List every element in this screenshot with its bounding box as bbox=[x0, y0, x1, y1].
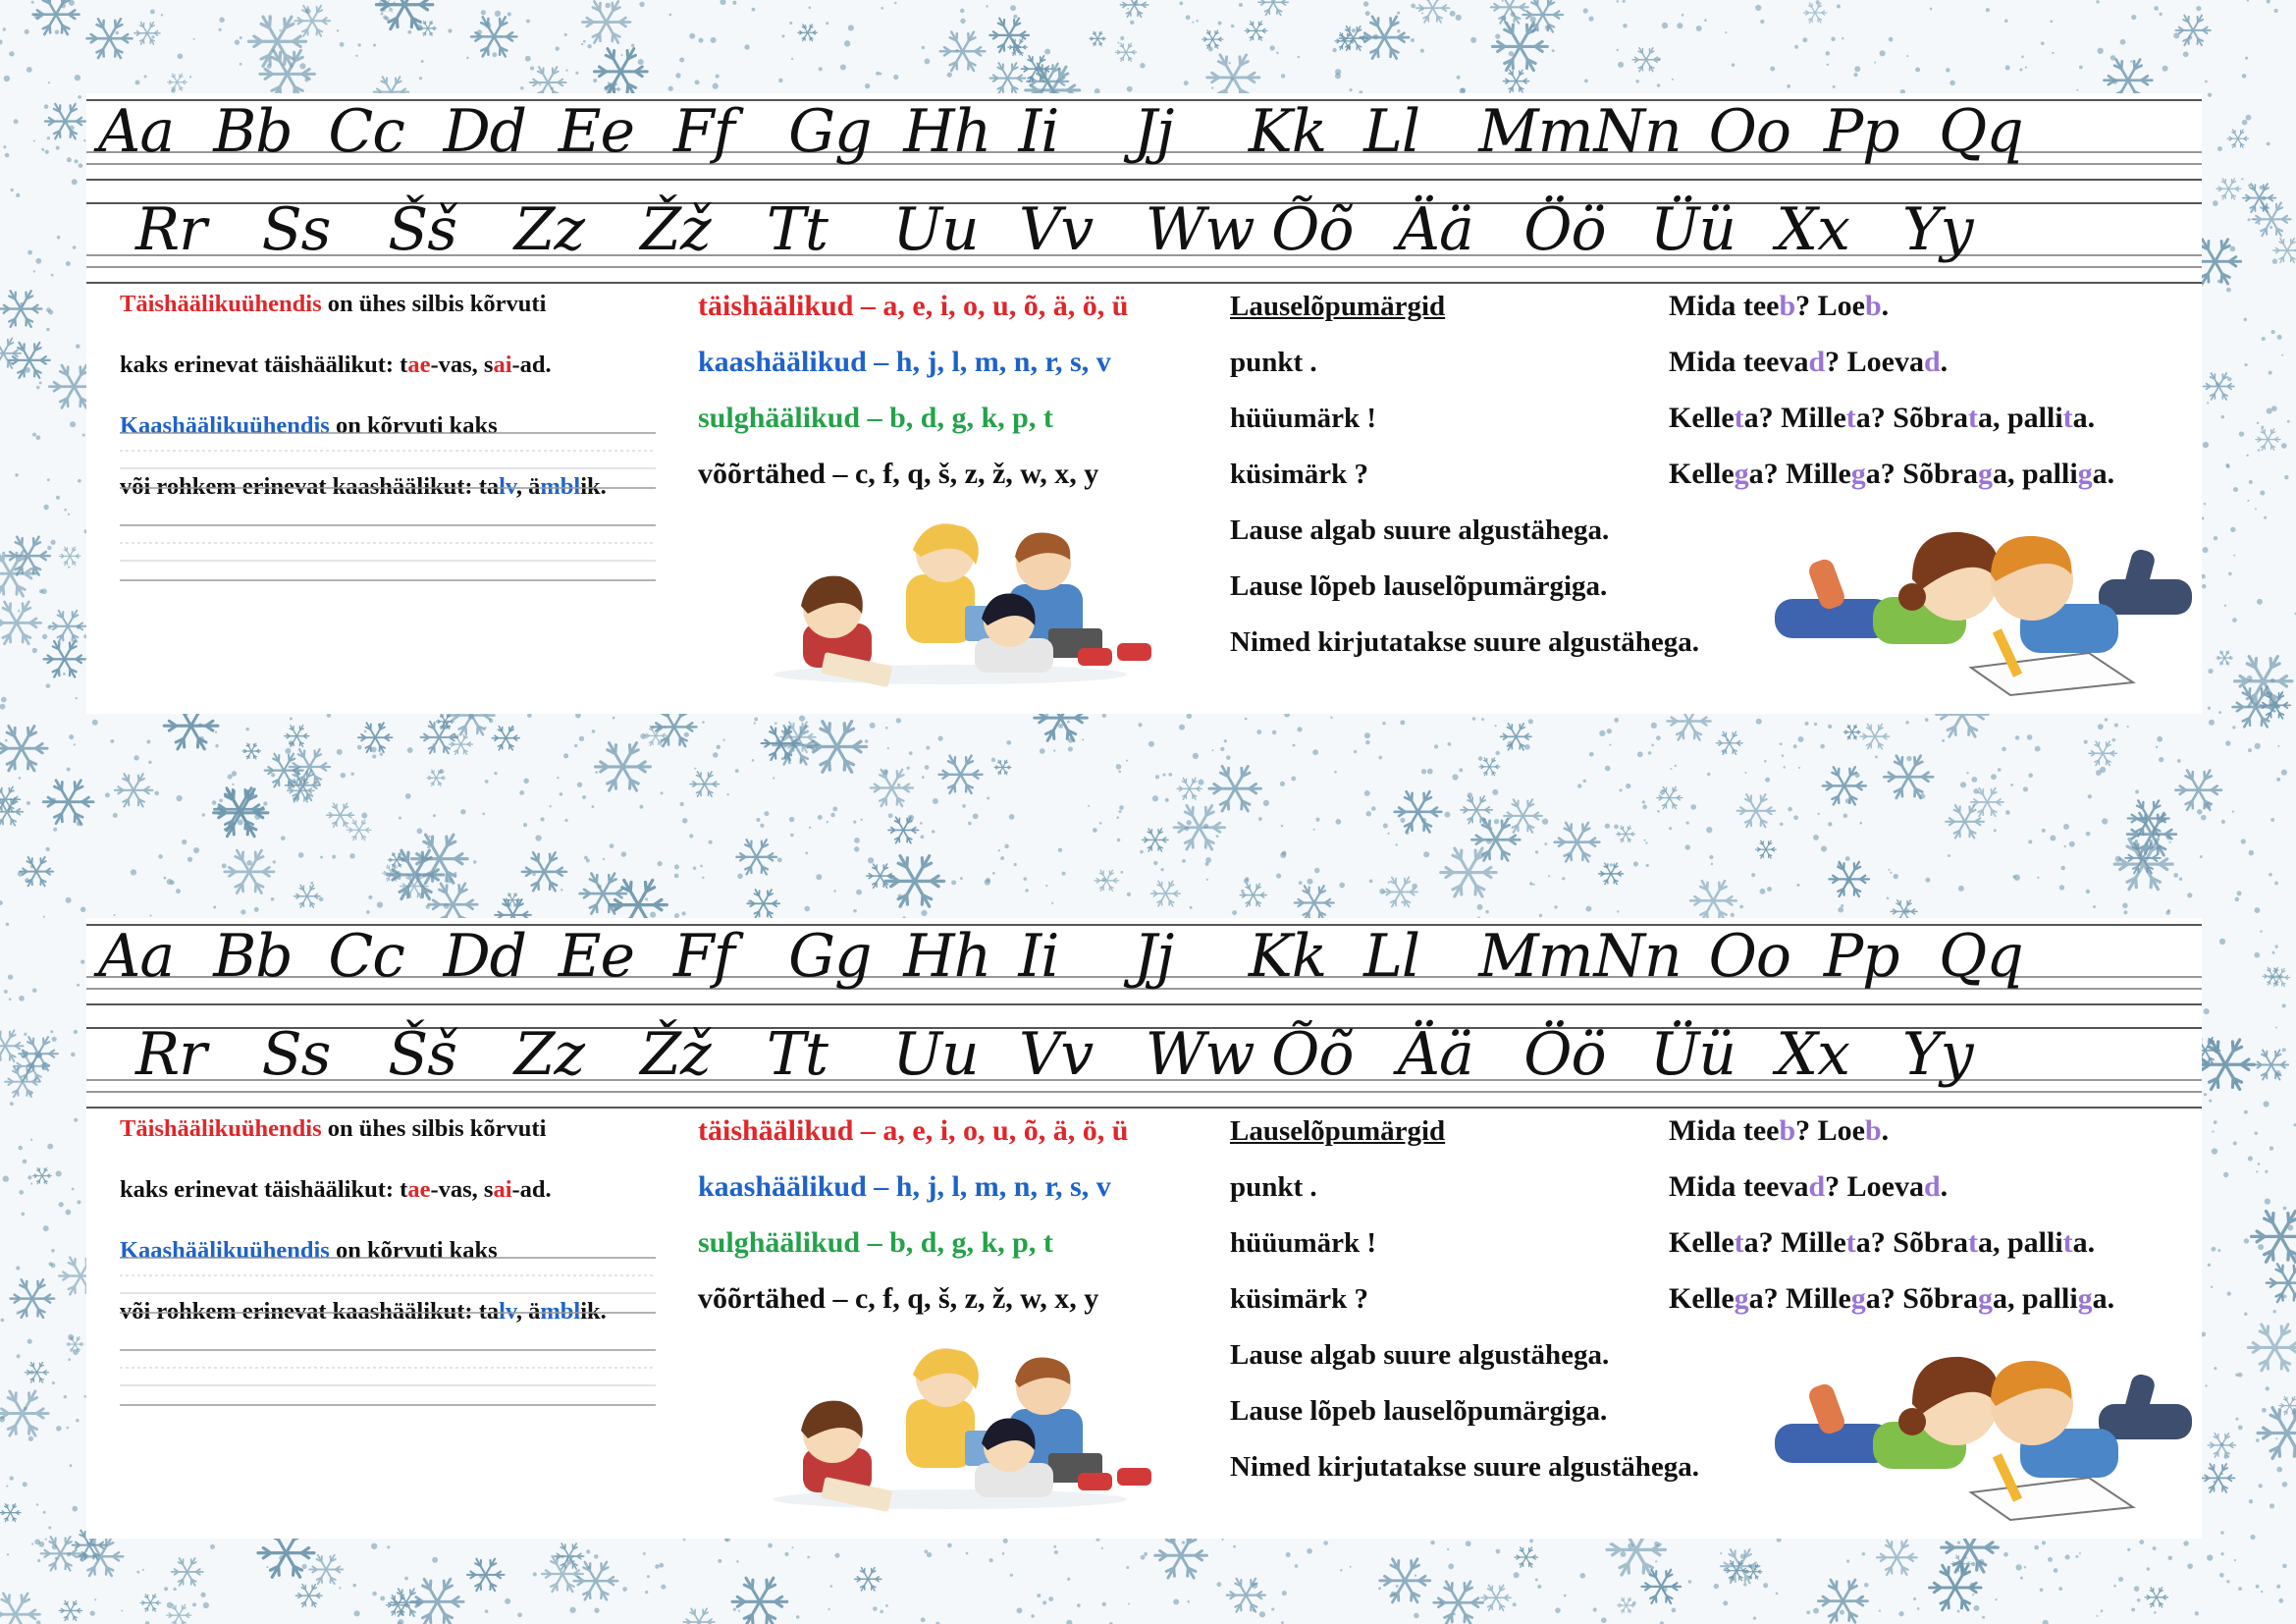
snowflake-icon bbox=[2263, 967, 2282, 985]
snowflake-icon bbox=[43, 781, 93, 824]
snowflake-icon bbox=[1258, 0, 1288, 15]
snowflake-icon bbox=[0, 726, 47, 770]
snowflake-icon bbox=[1884, 756, 1933, 798]
snowflake-icon bbox=[295, 1585, 322, 1607]
snowflake-icon bbox=[1860, 724, 1889, 748]
snowflake-icon bbox=[1503, 70, 1528, 92]
cursive-letter-pair: Tt bbox=[766, 1020, 828, 1089]
snowflake-icon bbox=[1504, 799, 1542, 832]
snowflake-icon bbox=[1617, 826, 1635, 841]
ending-line-4: Kellega? Millega? Sõbraga, palliga. bbox=[1669, 458, 2115, 490]
cursive-letter-pair: Ss bbox=[261, 195, 331, 264]
snowflake-icon bbox=[888, 817, 919, 842]
snowflake-icon bbox=[0, 1391, 48, 1435]
snowflake-icon bbox=[411, 1579, 463, 1624]
cluster-term: Kaashäälikuühendis bbox=[120, 1237, 330, 1264]
cursive-letter-pair: Šš bbox=[388, 195, 457, 264]
cluster-definition: Kaashäälikuühendis on kõrvuti kaks bbox=[120, 1237, 498, 1264]
cursive-letter-pair: Bb bbox=[213, 922, 293, 991]
punctuation-heading: Lauselõpumärgid bbox=[1230, 1115, 1446, 1147]
snowflake-icon bbox=[1690, 881, 1736, 920]
snowflake-icon bbox=[492, 727, 519, 750]
cluster-examples: või rohkem erinevat kaashäälikut: talv, ämblik. bbox=[120, 1298, 607, 1325]
cursive-letter-pair: Qq bbox=[1939, 97, 2023, 166]
snowflake-icon bbox=[290, 749, 330, 785]
snowflake-icon bbox=[115, 774, 152, 806]
letter-groups-section bbox=[698, 1114, 1297, 1338]
snowflake-icon bbox=[2089, 741, 2116, 766]
snowflake-icon bbox=[1095, 870, 1119, 891]
snowflake-icon bbox=[1461, 796, 1492, 824]
snowflake-icon bbox=[421, 722, 458, 754]
vowels-line: täishäälikud – a, e, i, o, u, õ, ä, ö, ü bbox=[698, 290, 1129, 322]
snowflake-icon bbox=[2202, 1464, 2234, 1492]
cursive-letter-pair: Šš bbox=[388, 1020, 457, 1089]
cursive-letter-pair: Nn bbox=[1593, 922, 1682, 991]
snowflake-icon bbox=[1818, 1580, 1867, 1622]
cursive-alphabet bbox=[86, 918, 2202, 1110]
snowflake-icon bbox=[2252, 1212, 2296, 1263]
snowflake-icon bbox=[1491, 0, 1528, 24]
question-line: küsimärk ? bbox=[1230, 459, 1369, 490]
cursive-letter-pair: Aa bbox=[98, 922, 175, 991]
snowflake-icon bbox=[1492, 23, 1547, 70]
snowflake-icon bbox=[808, 722, 866, 773]
diphthong-definition: Täishäälikuühendis on ühes silbis kõrvuti bbox=[120, 1115, 547, 1142]
cursive-letter-pair: Ll bbox=[1363, 97, 1420, 166]
consonants-line: kaashäälikud – h, j, l, m, n, r, s, v bbox=[698, 346, 1111, 378]
snowflake-icon bbox=[1361, 17, 1409, 59]
snowflake-icon bbox=[1843, 725, 1860, 739]
ending-line-1: Mida teeb? Loeb. bbox=[1669, 1114, 1890, 1147]
alphabet-strip bbox=[86, 918, 2202, 1539]
alphabet-row-2 bbox=[86, 191, 2202, 285]
snowflake-icon bbox=[747, 890, 779, 917]
snowflake-icon bbox=[172, 1558, 203, 1586]
snowflake-icon bbox=[1632, 48, 1660, 72]
snowflake-icon bbox=[1716, 731, 1742, 754]
cursive-alphabet bbox=[86, 93, 2202, 285]
snowflake-icon bbox=[376, 0, 432, 29]
snowflake-icon bbox=[1209, 766, 1261, 810]
snowflake-icon bbox=[242, 743, 260, 759]
snowflake-icon bbox=[0, 339, 21, 369]
cursive-letter-pair: Žž bbox=[640, 1020, 711, 1089]
snowflake-icon bbox=[168, 74, 187, 90]
snowflake-icon bbox=[0, 602, 41, 644]
snowflake-icon bbox=[26, 1362, 49, 1382]
stop-consonants-line: sulghäälikud – b, d, g, k, p, t bbox=[698, 402, 1053, 434]
cursive-letter-pair: Gg bbox=[788, 97, 872, 166]
cursive-letter-pair: Hh bbox=[903, 922, 991, 991]
snowflake-icon bbox=[1416, 0, 1450, 23]
snowflake-icon bbox=[0, 1594, 39, 1624]
snowflake-icon bbox=[798, 25, 818, 41]
cursive-letter-pair: Dd bbox=[443, 97, 527, 166]
snowflake-icon bbox=[285, 726, 309, 747]
snowflake-icon bbox=[0, 1504, 21, 1522]
rule-capital-start: Lause algab suure algustähega. bbox=[1230, 1339, 1610, 1371]
snowflake-icon bbox=[1823, 767, 1866, 804]
snowflake-icon bbox=[1737, 794, 1776, 827]
alphabet-row-2 bbox=[86, 1016, 2202, 1110]
snowflake-icon bbox=[1008, 39, 1027, 56]
snowflake-icon bbox=[990, 63, 1026, 93]
snowflake-icon bbox=[1295, 886, 1334, 920]
foreign-letters-line: võõrtähed – c, f, q, š, z, ž, w, x, y bbox=[698, 458, 1099, 490]
snowflake-icon bbox=[1142, 829, 1168, 851]
rule-names-capital: Nimed kirjutatakse suure algustähega. bbox=[1230, 626, 1699, 658]
snowflake-icon bbox=[2175, 770, 2221, 809]
ending-line-2: Mida teevad? Loevad. bbox=[1669, 1170, 1949, 1203]
snowflake-icon bbox=[2227, 130, 2248, 148]
snowflake-icon bbox=[44, 641, 85, 677]
snowflake-icon bbox=[542, 1556, 583, 1592]
cursive-letter-pair: Xx bbox=[1776, 1020, 1849, 1089]
snowflake-icon bbox=[294, 885, 321, 907]
snowflake-icon bbox=[45, 104, 85, 138]
question-line: küsimärk ? bbox=[1230, 1283, 1369, 1315]
snowflake-icon bbox=[2216, 651, 2233, 665]
snowflake-icon bbox=[1202, 30, 1223, 48]
cursive-letter-pair: Uu bbox=[892, 195, 979, 264]
cursive-letter-pair: Zz bbox=[513, 195, 585, 264]
snowflake-icon bbox=[327, 803, 354, 827]
cursive-letter-pair: Öö bbox=[1523, 195, 1606, 264]
snowflake-icon bbox=[1240, 884, 1266, 906]
cursive-letter-pair: Yy bbox=[1902, 1020, 1973, 1089]
ending-line-4: Kellega? Millega? Sõbraga, palliga. bbox=[1669, 1282, 2115, 1315]
snowflake-icon bbox=[938, 756, 982, 793]
cursive-letter-pair: Vv bbox=[1019, 195, 1094, 264]
snowflake-icon bbox=[1380, 1559, 1430, 1602]
snowflake-icon bbox=[1245, 22, 1267, 41]
snowflake-icon bbox=[1515, 1547, 1537, 1567]
punctuation-section bbox=[1230, 1114, 1740, 1506]
rule-names-capital: Nimed kirjutatakse suure algustähega. bbox=[1230, 1451, 1699, 1483]
writing-practice-lines bbox=[120, 425, 656, 592]
cursive-letter-pair: Oo bbox=[1708, 97, 1790, 166]
snowflake-icon bbox=[644, 726, 667, 745]
rule-sentence-end: Lause lõpeb lauselõpumärgiga. bbox=[1230, 570, 1608, 602]
cursive-letter-pair: Pp bbox=[1823, 97, 1899, 166]
cursive-letter-pair: Ii bbox=[1018, 97, 1059, 166]
cursive-letter-pair: Pp bbox=[1823, 922, 1899, 991]
snowflake-icon bbox=[1946, 805, 1984, 838]
cursive-letter-pair: Ää bbox=[1397, 1020, 1473, 1089]
cursive-letter-pair: Aa bbox=[98, 97, 175, 166]
word-endings-section bbox=[1669, 290, 2218, 514]
ending-line-2: Mida teevad? Loevad. bbox=[1669, 346, 1949, 378]
snowflake-icon bbox=[2216, 179, 2241, 199]
exclamation-line: hüüumärk ! bbox=[1230, 403, 1377, 434]
cursive-letter-pair: Ee bbox=[558, 97, 635, 166]
cursive-letter-pair: Hh bbox=[903, 97, 991, 166]
snowflake-icon bbox=[1657, 786, 1682, 808]
cluster-examples: või rohkem erinevat kaashäälikut: talv, ämblik. bbox=[120, 473, 607, 500]
snowflake-icon bbox=[1756, 840, 1777, 858]
diphthong-examples: kaks erinevat täishäälikut: tae-vas, sai-ad. bbox=[120, 352, 552, 378]
cursive-letter-pair: Bb bbox=[213, 97, 293, 166]
two-children-writing-illustration bbox=[1775, 520, 2197, 697]
cursive-letter-pair: Kk bbox=[1248, 922, 1327, 991]
snowflake-icon bbox=[1177, 778, 1201, 799]
cursive-letter-pair: Xx bbox=[1776, 195, 1849, 264]
cursive-letter-pair: Ww bbox=[1145, 195, 1255, 264]
snowflake-icon bbox=[1155, 1533, 1207, 1578]
alphabet-row-1 bbox=[86, 93, 2202, 187]
cursive-letter-pair: Ff bbox=[672, 97, 734, 166]
word-endings-section bbox=[1669, 1114, 2218, 1338]
snowflake-icon bbox=[1803, 3, 1826, 23]
foreign-letters-line: võõrtähed – c, f, q, š, z, ž, w, x, y bbox=[698, 1282, 1099, 1315]
snowflake-icon bbox=[1555, 823, 1600, 862]
diphthong-term: Täishäälikuühendis bbox=[120, 291, 322, 317]
snowflake-icon bbox=[1618, 1597, 1635, 1613]
snowflake-icon bbox=[225, 850, 274, 893]
snowflake-icon bbox=[871, 770, 913, 806]
cursive-letter-pair: Kk bbox=[1248, 97, 1327, 166]
cursive-letter-pair: Ff bbox=[672, 922, 734, 991]
snowflake-icon bbox=[522, 852, 566, 891]
letter-groups-section bbox=[698, 290, 1297, 514]
ending-line-1: Mida teeb? Loeb. bbox=[1669, 290, 1890, 322]
snowflake-icon bbox=[309, 1555, 343, 1585]
snowflake-icon bbox=[732, 1578, 787, 1624]
cursive-letter-pair: Uu bbox=[892, 1020, 979, 1089]
exclamation-line: hüüumärk ! bbox=[1230, 1227, 1377, 1259]
snowflake-icon bbox=[59, 1600, 81, 1620]
cursive-letter-pair: Gg bbox=[788, 922, 872, 991]
cursive-letter-pair: Ww bbox=[1145, 1020, 1255, 1089]
snowflake-icon bbox=[140, 1595, 160, 1612]
punkt-line: punkt . bbox=[1230, 1171, 1317, 1203]
snowflake-icon bbox=[855, 1568, 881, 1591]
snowflake-icon bbox=[1481, 1585, 1511, 1610]
snowflake-icon bbox=[2258, 1408, 2296, 1459]
snowflake-icon bbox=[294, 6, 330, 36]
snowflake-icon bbox=[1151, 881, 1181, 906]
snowflake-icon bbox=[2273, 239, 2296, 263]
ending-line-3: Kelleta? Milleta? Sõbrata, pallita. bbox=[1669, 402, 2096, 434]
snowflake-icon bbox=[9, 343, 49, 378]
cursive-letter-pair: Rr bbox=[135, 195, 206, 264]
cursive-letter-pair: Mm bbox=[1478, 922, 1593, 991]
children-reading-illustration bbox=[754, 515, 1205, 687]
cursive-letter-pair: Nn bbox=[1593, 97, 1682, 166]
cursive-letter-pair: Õõ bbox=[1271, 195, 1354, 264]
snowflake-icon bbox=[885, 856, 943, 906]
cursive-letter-pair: Zz bbox=[513, 1020, 585, 1089]
vowels-line: täishäälikud – a, e, i, o, u, õ, ä, ö, ü bbox=[698, 1114, 1129, 1147]
snowflake-icon bbox=[1877, 1541, 1917, 1575]
alphabet-row-1 bbox=[86, 918, 2202, 1011]
cursive-letter-pair: Tt bbox=[766, 195, 828, 264]
snowflake-icon bbox=[50, 611, 86, 642]
snowflake-icon bbox=[41, 1537, 80, 1570]
snowflake-icon bbox=[596, 743, 651, 790]
stop-consonants-line: sulghäälikud – b, d, g, k, p, t bbox=[698, 1226, 1053, 1259]
punctuation-heading: Lauselõpumärgid bbox=[1230, 291, 1446, 322]
snowflake-icon bbox=[347, 820, 371, 840]
cursive-letter-pair: Žž bbox=[640, 195, 711, 264]
snowflake-icon bbox=[555, 1543, 584, 1569]
cluster-term: Kaashäälikuühendis bbox=[120, 412, 330, 439]
rule-capital-start: Lause algab suure algustähega. bbox=[1230, 514, 1610, 546]
punkt-line: punkt . bbox=[1230, 347, 1317, 378]
diphthong-examples: kaks erinevat täishäälikut: tae-vas, sai-ad. bbox=[120, 1176, 552, 1203]
snowflake-icon bbox=[736, 839, 776, 874]
cursive-letter-pair: Ss bbox=[261, 1020, 331, 1089]
snowflake-icon bbox=[2235, 657, 2292, 706]
cluster-definition: Kaashäälikuühendis on kõrvuti kaks bbox=[120, 412, 498, 439]
snowflake-icon bbox=[471, 17, 516, 56]
cursive-letter-pair: Üü bbox=[1649, 195, 1736, 264]
consonants-line: kaashäälikud – h, j, l, m, n, r, s, v bbox=[698, 1170, 1111, 1203]
snowflake-icon bbox=[1227, 1579, 1265, 1612]
snowflake-icon bbox=[0, 291, 41, 327]
cursive-letter-pair: Dd bbox=[443, 922, 527, 991]
snowflake-icon bbox=[1174, 805, 1224, 849]
ending-line-3: Kelleta? Milleta? Sõbrata, pallita. bbox=[1669, 1226, 2096, 1259]
cursive-letter-pair: Ii bbox=[1018, 922, 1059, 991]
children-reading-illustration bbox=[754, 1340, 1205, 1512]
snowflake-icon bbox=[1116, 43, 1137, 61]
snowflake-icon bbox=[994, 760, 1011, 775]
cursive-letter-pair: Üü bbox=[1649, 1020, 1736, 1089]
cursive-letter-pair: Ää bbox=[1397, 195, 1473, 264]
snowflake-icon bbox=[1395, 791, 1442, 832]
cursive-letter-pair: Jj bbox=[1133, 97, 1174, 166]
snowflake-icon bbox=[1479, 758, 1500, 776]
cursive-letter-pair: Mm bbox=[1478, 97, 1593, 166]
snowflake-icon bbox=[690, 772, 719, 796]
snowflake-icon bbox=[0, 1030, 24, 1061]
snowflake-icon bbox=[2248, 1325, 2296, 1371]
snowflake-icon bbox=[1090, 31, 1105, 45]
cursive-letter-pair: Öö bbox=[1523, 1020, 1606, 1089]
cursive-letter-pair: Yy bbox=[1902, 195, 1973, 264]
cursive-letter-pair: Rr bbox=[135, 1020, 206, 1089]
snowflake-icon bbox=[134, 22, 160, 44]
diphthong-definition: Täishäälikuühendis on ühes silbis kõrvuti bbox=[120, 291, 547, 317]
punctuation-section bbox=[1230, 290, 1740, 681]
cursive-letter-pair: Oo bbox=[1708, 922, 1790, 991]
snowflake-icon bbox=[59, 547, 80, 566]
snowflake-icon bbox=[2176, 16, 2211, 46]
snowflake-icon bbox=[574, 1562, 618, 1600]
snowflake-icon bbox=[1522, 0, 1563, 32]
snowflake-icon bbox=[940, 32, 986, 71]
snowflake-icon bbox=[2256, 429, 2280, 451]
snowflake-icon bbox=[0, 551, 36, 596]
cursive-letter-pair: Jj bbox=[1133, 922, 1174, 991]
cursive-letter-pair: Ll bbox=[1363, 922, 1420, 991]
snowflake-icon bbox=[32, 1167, 51, 1183]
snowflake-icon bbox=[594, 49, 647, 95]
cursive-letter-pair: Cc bbox=[328, 922, 404, 991]
snowflake-icon bbox=[2279, 1396, 2296, 1414]
snowflake-icon bbox=[0, 786, 20, 812]
snowflake-icon bbox=[86, 19, 132, 58]
snowflake-icon bbox=[2145, 1588, 2167, 1607]
snowflake-icon bbox=[20, 857, 53, 887]
cursive-letter-pair: Ee bbox=[558, 922, 635, 991]
cursive-letter-pair: Õõ bbox=[1271, 1020, 1354, 1089]
snowflake-icon bbox=[2253, 202, 2291, 236]
diphthong-term: Täishäälikuühendis bbox=[120, 1115, 322, 1142]
rule-sentence-end: Lause lõpeb lauselõpumärgiga. bbox=[1230, 1395, 1608, 1427]
writing-practice-lines bbox=[120, 1250, 656, 1417]
snowflake-icon bbox=[467, 1559, 505, 1592]
snowflake-icon bbox=[2254, 1050, 2288, 1079]
two-children-writing-illustration bbox=[1775, 1345, 2197, 1522]
cursive-letter-pair: Qq bbox=[1939, 922, 2023, 991]
snowflake-icon bbox=[683, 1608, 715, 1624]
alphabet-strip bbox=[86, 93, 2202, 714]
cursive-letter-pair: Vv bbox=[1019, 1020, 1094, 1089]
cursive-letter-pair: Cc bbox=[328, 97, 404, 166]
